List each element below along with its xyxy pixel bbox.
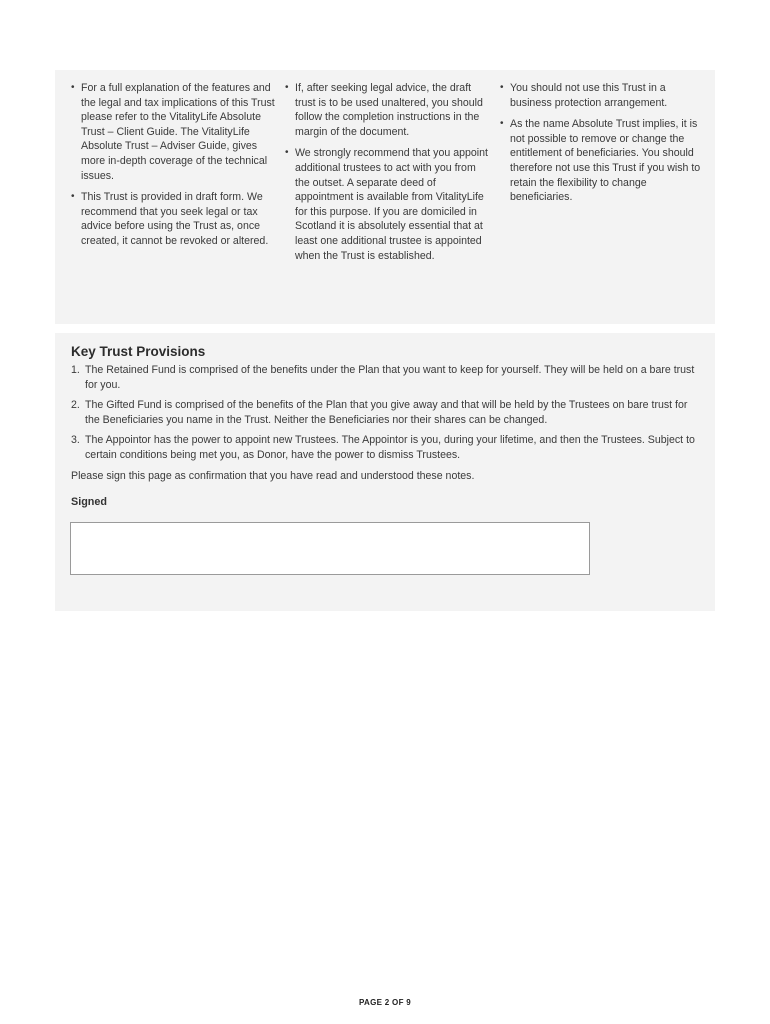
confirmation-text: Please sign this page as confirmation that you have read and understood these notes. [71, 469, 475, 482]
note-bullet: • If, after seeking legal advice, the draft trust is to be used unaltered, you should follow the completion instructions in the margin of the document. [285, 81, 492, 139]
notes-columns [71, 81, 715, 270]
section-title: Key Trust Provisions [71, 344, 206, 359]
notes-column-3 [500, 81, 710, 270]
note-bullet: • For a full explanation of the features and the legal and tax implications of this Trust please refer to the VitalityLife Absolute Trust – Client Guide. The VitalityLife Absolute Trust – Adviser Guide, gives more in-depth coverage of the technical issues. [71, 81, 277, 183]
provision-number: 2. [71, 399, 80, 412]
signed-label: Signed [71, 496, 107, 509]
signature-field[interactable] [70, 522, 590, 575]
provision-item [71, 433, 695, 462]
note-bullet: • We strongly recommend that you appoint additional trustees to act with you from the outset. A separate deed of appointment is available from VitalityLife for this purpose. If you are domiciled in Scotland it is absolutely essential that at least one additional trustee is appointed when the Trust is established. [285, 146, 492, 263]
provision-item [71, 398, 695, 427]
provision-text: The Gifted Fund is comprised of the benefits of the Plan that you give away and that will be held by the Trustees on bare trust for the Beneficiaries you name in the Trust. Neither the Beneficiaries nor their shares can be changed. [85, 399, 688, 426]
notes-panel [55, 70, 715, 324]
provision-text: The Retained Fund is comprised of the benefits under the Plan that you want to keep for yourself. They will be held on a bare trust for you. [85, 364, 695, 391]
provision-number: 1. [71, 364, 80, 376]
note-bullet: • This Trust is provided in draft form. We recommend that you seek legal or tax advice before using the Trust as, once created, it cannot be revoked or altered. [71, 190, 277, 248]
provision-text: The Appointor has the power to appoint new Trustees. The Appointor is you, during your lifetime, and then the Trustees. Subject to certain conditions being met you, as Donor, have the power to dismiss Trustees. [85, 434, 695, 461]
provisions-panel [55, 333, 715, 611]
note-bullet: • As the name Absolute Trust implies, it is not possible to remove or change the entitlement of beneficiaries. You should therefore not use this Trust if you wish to retain the flexibility to change beneficiaries. [500, 117, 702, 205]
note-bullet: • You should not use this Trust in a business protection arrangement. [500, 81, 702, 110]
notes-column-2 [285, 81, 500, 270]
provisions-list [71, 363, 695, 463]
notes-column-1 [71, 81, 285, 270]
provision-item [71, 363, 695, 392]
provision-number: 3. [71, 434, 80, 447]
page-number: PAGE 2 OF 9 [358, 998, 412, 1007]
